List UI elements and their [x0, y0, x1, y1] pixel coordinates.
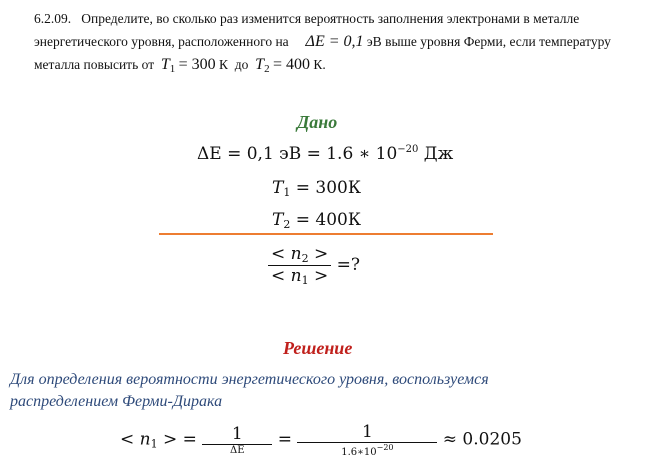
fraction-2-den-exponent: −20	[376, 443, 394, 452]
ratio-den-end: >	[308, 266, 329, 286]
find-ratio	[268, 244, 360, 287]
given-t2-symbol: T	[272, 210, 284, 230]
formula-fraction-2	[297, 422, 437, 458]
given-energy-exponent: −20	[397, 144, 419, 155]
problem-line-1	[34, 12, 579, 26]
formula-approx-value: ≈ 0.0205	[442, 429, 522, 450]
delta-e-inline: ΔE = 0,1	[305, 33, 364, 50]
solution-formula	[120, 422, 522, 458]
solution-text-line-1: Для определения вероятности энергетического уровня, воспользуемся	[10, 371, 489, 388]
given-divider	[159, 233, 493, 235]
to-word: до	[234, 57, 249, 72]
fraction-2-den-base: 1.6∗10	[341, 447, 377, 458]
given-energy-equation	[197, 144, 453, 164]
problem-number: 6.2.09.	[34, 11, 72, 26]
t1-symbol-inline: T	[160, 56, 170, 73]
ratio-denominator	[268, 266, 331, 287]
ratio-numerator	[268, 244, 331, 266]
given-energy-unit: Дж	[423, 144, 454, 164]
given-t2	[272, 210, 361, 231]
problem-text-line-3-start: металла повысить от	[34, 57, 155, 72]
ratio-num-sub: 2	[301, 252, 309, 265]
t2-value-inline: = 400	[272, 56, 310, 73]
t2-subscript-inline: 2	[264, 63, 270, 75]
ratio-num-end: >	[308, 244, 329, 264]
formula-equals: =	[277, 429, 292, 450]
given-energy-text: ΔE = 0,1 эВ = 1.6 ∗ 10	[197, 144, 398, 164]
formula-lhs-end: > =	[157, 429, 197, 450]
ratio-num-n: < n	[271, 244, 302, 264]
given-t1-symbol: T	[272, 178, 284, 198]
fraction-2-denominator	[297, 443, 437, 458]
given-t1-value: = 300К	[290, 178, 361, 198]
given-t1-subscript: 1	[283, 186, 291, 199]
problem-text-line-1: Определите, во сколько раз изменится вероятность заполнения электронами в металле	[81, 11, 580, 26]
ratio-fraction	[268, 244, 331, 287]
problem-line-3	[34, 58, 326, 76]
t1-subscript-inline: 1	[169, 63, 176, 75]
kelvin-unit-end: К.	[313, 57, 326, 72]
given-t2-subscript: 2	[283, 218, 291, 231]
fraction-1-denominator: ΔE	[230, 445, 245, 456]
ratio-unknown: =?	[336, 255, 361, 275]
formula-lhs-n: < n	[120, 429, 151, 450]
t1-value-inline: = 300	[178, 56, 216, 73]
t2-symbol-inline: T	[255, 56, 265, 73]
solution-text-line-2: распределением Ферми-Дирака	[10, 393, 223, 410]
formula-fraction-1	[202, 424, 272, 456]
problem-text-line-2-end: выше уровня Ферми, если температуру	[385, 34, 611, 49]
fraction-1-numerator: 1	[202, 424, 272, 445]
solution-heading: Решение	[283, 338, 353, 358]
problem-text-line-2-start: энергетического уровня, расположенного на	[34, 34, 289, 49]
ratio-den-sub: 1	[301, 274, 309, 287]
kelvin-unit: К	[219, 57, 229, 72]
problem-line-2	[34, 35, 611, 49]
unit-ev: эВ	[366, 34, 382, 49]
fraction-2-numerator: 1	[297, 422, 437, 443]
ratio-den-n: < n	[271, 266, 302, 286]
given-t2-value: = 400К	[290, 210, 361, 230]
given-heading: Дано	[297, 112, 338, 132]
given-t1	[272, 178, 361, 199]
formula-lhs-sub: 1	[150, 437, 158, 451]
